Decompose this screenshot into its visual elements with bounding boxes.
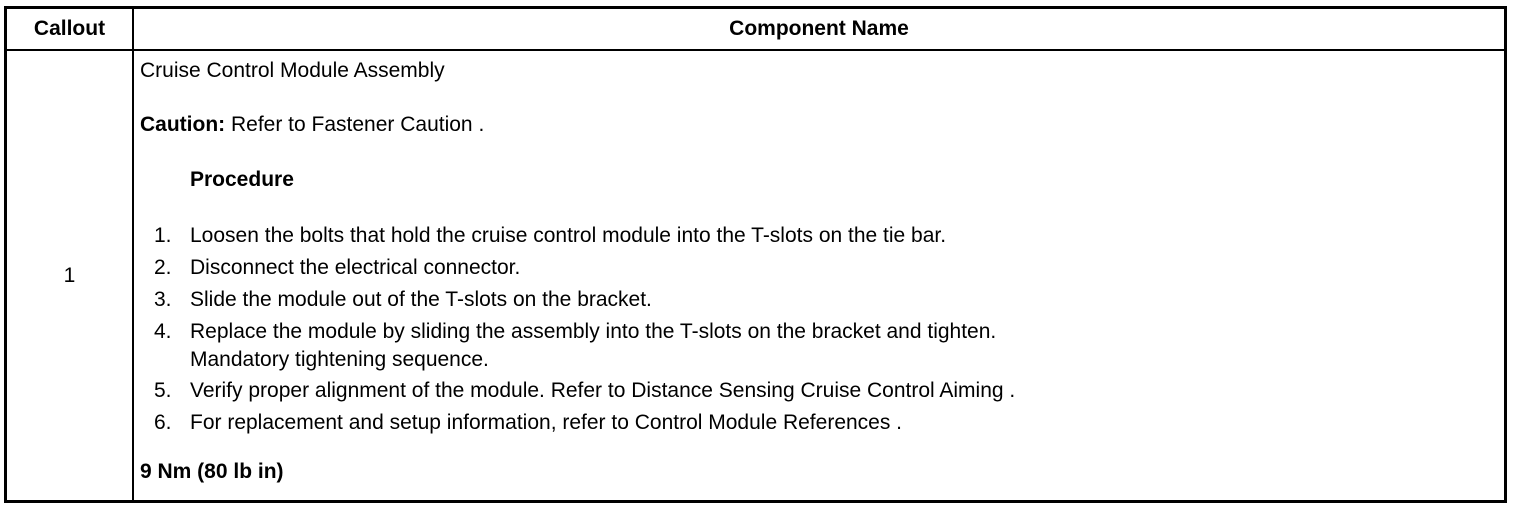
procedure-heading: Procedure [190,168,294,191]
component-table-grid [7,9,1504,500]
step-text[interactable]: For replacement and setup information, refer to Control Module References . [190,411,903,434]
step-text: Slide the module out of the T-slots on the bracket. [190,288,652,311]
list-item [140,377,1504,405]
step-text: Disconnect the electrical connector. [190,256,521,279]
component-title: Cruise Control Module Assembly [140,59,445,82]
caution-label: Caution: [140,113,226,136]
header-component-name: Component Name [133,9,1504,50]
component-table [4,6,1507,503]
step-number: 5. [154,379,172,402]
list-item [140,409,1504,437]
callout-number: 1 [7,50,133,500]
caution-note [140,112,1504,138]
step-number: 1. [154,224,172,247]
list-item [140,286,1504,314]
step-text: Loosen the bolts that hold the cruise control module into the T-slots on the tie bar. [190,224,947,247]
header-callout: Callout [7,9,133,50]
step-number: 6. [154,411,172,434]
table-header-row [7,9,1504,50]
step-number: 2. [154,256,172,279]
procedure-steps [140,222,1504,437]
list-item [140,222,1504,250]
list-item [140,318,1504,373]
caution-text[interactable]: Refer to Fastener Caution . [225,113,485,136]
step-number: 3. [154,288,172,311]
step-number: 4. [154,320,172,343]
component-details [133,50,1504,500]
torque-spec: 9 Nm (80 lb in) [140,460,284,483]
step-text: Replace the module by sliding the assembly into the T-slots on the bracket and tighten. [190,320,997,343]
table-row [7,50,1504,500]
list-item [140,254,1504,282]
step-text[interactable]: Verify proper alignment of the module. Refer to Distance Sensing Cruise Control Aiming . [190,379,1016,402]
step-continuation: Mandatory tightening sequence. [190,348,489,371]
